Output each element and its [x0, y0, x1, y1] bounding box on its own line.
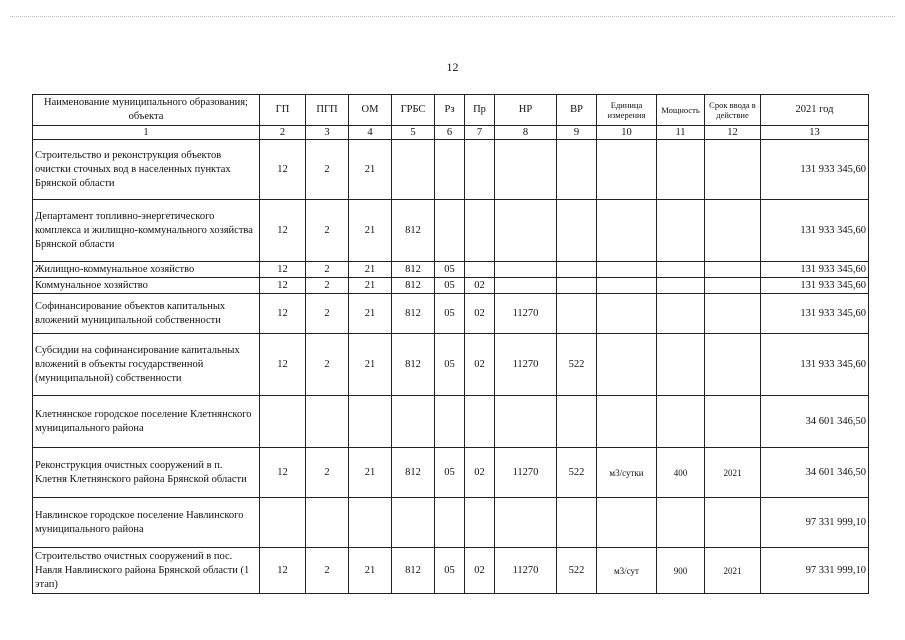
cell-pr	[465, 140, 495, 200]
cell-pgp: 2	[306, 548, 349, 594]
table-row	[33, 140, 869, 200]
cell-om: 21	[349, 262, 392, 278]
cell-pgp: 2	[306, 262, 349, 278]
cell-vr	[557, 396, 597, 448]
cell-om: 21	[349, 334, 392, 396]
cell-rz: 05	[435, 448, 465, 498]
cell-pgp: 2	[306, 294, 349, 334]
cell-vr	[557, 294, 597, 334]
col-number: 6	[435, 126, 465, 140]
table-row	[33, 396, 869, 448]
col-header-vr: ВР	[557, 95, 597, 126]
cell-power	[657, 396, 705, 448]
cell-pgp: 2	[306, 200, 349, 262]
cell-pr	[465, 396, 495, 448]
cell-gp: 12	[260, 334, 306, 396]
cell-unit	[597, 262, 657, 278]
cell-name: Строительство и реконструкция объектов очистки сточных вод в населенных пунктах Брянской области	[33, 140, 260, 200]
cell-gp: 12	[260, 278, 306, 294]
cell-name: Строительство очистных сооружений в пос. Навля Навлинского района Брянской области (1 этап)	[33, 548, 260, 594]
cell-unit	[597, 140, 657, 200]
cell-grbs	[392, 140, 435, 200]
cell-unit	[597, 334, 657, 396]
scan-top-edge	[10, 16, 895, 17]
cell-pgp	[306, 498, 349, 548]
cell-pr	[465, 498, 495, 548]
col-number: 11	[657, 126, 705, 140]
cell-name: Субсидии на софинансирование капитальных вложений в объекты государственной (муниципальной) собственности	[33, 334, 260, 396]
table-row	[33, 448, 869, 498]
cell-rz: 05	[435, 334, 465, 396]
cell-unit: м3/сут	[597, 548, 657, 594]
cell-sum: 131 933 345,60	[761, 262, 869, 278]
cell-name: Жилищно-коммунальное хозяйство	[33, 262, 260, 278]
cell-grbs: 812	[392, 448, 435, 498]
col-number: 10	[597, 126, 657, 140]
table-body	[33, 140, 869, 594]
header-row	[33, 95, 869, 126]
cell-gp: 12	[260, 140, 306, 200]
cell-term	[705, 278, 761, 294]
col-number: 1	[33, 126, 260, 140]
cell-term	[705, 396, 761, 448]
col-header-year: 2021 год	[761, 95, 869, 126]
table-row	[33, 498, 869, 548]
cell-om	[349, 498, 392, 548]
col-number: 2	[260, 126, 306, 140]
cell-power	[657, 278, 705, 294]
col-number: 7	[465, 126, 495, 140]
cell-sum: 97 331 999,10	[761, 548, 869, 594]
cell-rz: 05	[435, 278, 465, 294]
cell-power: 400	[657, 448, 705, 498]
cell-rz: 05	[435, 262, 465, 278]
cell-om: 21	[349, 294, 392, 334]
cell-term	[705, 200, 761, 262]
cell-nr: 11270	[495, 448, 557, 498]
cell-term	[705, 334, 761, 396]
cell-pgp: 2	[306, 278, 349, 294]
cell-power	[657, 262, 705, 278]
cell-gp: 12	[260, 294, 306, 334]
cell-gp: 12	[260, 200, 306, 262]
cell-sum: 131 933 345,60	[761, 140, 869, 200]
cell-om: 21	[349, 548, 392, 594]
column-number-row	[33, 126, 869, 140]
cell-grbs	[392, 396, 435, 448]
table-row	[33, 334, 869, 396]
table-row	[33, 548, 869, 594]
cell-term	[705, 140, 761, 200]
cell-grbs	[392, 498, 435, 548]
table-row	[33, 294, 869, 334]
col-header-unit: Единица измерения	[597, 95, 657, 126]
cell-vr: 522	[557, 448, 597, 498]
cell-sum: 131 933 345,60	[761, 278, 869, 294]
cell-unit	[597, 200, 657, 262]
cell-name: Коммунальное хозяйство	[33, 278, 260, 294]
col-header-om: ОМ	[349, 95, 392, 126]
cell-unit	[597, 498, 657, 548]
cell-vr	[557, 200, 597, 262]
cell-vr	[557, 278, 597, 294]
cell-grbs: 812	[392, 334, 435, 396]
cell-power	[657, 498, 705, 548]
cell-unit: м3/сутки	[597, 448, 657, 498]
cell-sum: 34 601 346,50	[761, 448, 869, 498]
cell-nr	[495, 140, 557, 200]
cell-term: 2021	[705, 548, 761, 594]
cell-unit	[597, 278, 657, 294]
cell-grbs: 812	[392, 200, 435, 262]
cell-gp: 12	[260, 262, 306, 278]
cell-om: 21	[349, 448, 392, 498]
cell-vr: 522	[557, 548, 597, 594]
col-header-nr: НР	[495, 95, 557, 126]
cell-rz: 05	[435, 294, 465, 334]
cell-pr: 02	[465, 448, 495, 498]
cell-gp	[260, 498, 306, 548]
cell-term	[705, 262, 761, 278]
cell-om	[349, 396, 392, 448]
cell-pr: 02	[465, 334, 495, 396]
cell-pgp: 2	[306, 334, 349, 396]
col-number: 9	[557, 126, 597, 140]
col-header-name: Наименование муниципального образования; объекта	[33, 95, 260, 126]
cell-grbs: 812	[392, 278, 435, 294]
table-row	[33, 278, 869, 294]
cell-nr	[495, 200, 557, 262]
cell-grbs: 812	[392, 262, 435, 278]
table-row	[33, 262, 869, 278]
cell-sum: 131 933 345,60	[761, 334, 869, 396]
cell-pr: 02	[465, 294, 495, 334]
cell-rz	[435, 498, 465, 548]
cell-nr	[495, 278, 557, 294]
col-header-gp: ГП	[260, 95, 306, 126]
cell-sum: 34 601 346,50	[761, 396, 869, 448]
col-header-power: Мощность	[657, 95, 705, 126]
cell-grbs: 812	[392, 294, 435, 334]
cell-grbs: 812	[392, 548, 435, 594]
col-header-pr: Пр	[465, 95, 495, 126]
col-header-term: Срок ввода в действие	[705, 95, 761, 126]
col-header-rz: Рз	[435, 95, 465, 126]
cell-power	[657, 140, 705, 200]
cell-sum: 97 331 999,10	[761, 498, 869, 548]
cell-pr: 02	[465, 548, 495, 594]
cell-power	[657, 200, 705, 262]
cell-nr	[495, 262, 557, 278]
cell-gp	[260, 396, 306, 448]
cell-rz	[435, 140, 465, 200]
cell-gp: 12	[260, 548, 306, 594]
col-number: 3	[306, 126, 349, 140]
cell-pr: 02	[465, 278, 495, 294]
col-number: 5	[392, 126, 435, 140]
cell-nr: 11270	[495, 334, 557, 396]
cell-pgp: 2	[306, 448, 349, 498]
cell-om: 21	[349, 200, 392, 262]
cell-sum: 131 933 345,60	[761, 200, 869, 262]
cell-vr	[557, 140, 597, 200]
cell-rz	[435, 396, 465, 448]
cell-vr: 522	[557, 334, 597, 396]
cell-name: Навлинское городское поселение Навлинского муниципального района	[33, 498, 260, 548]
cell-name: Департамент топливно-энергетического комплекса и жилищно-коммунального хозяйства Брянской области	[33, 200, 260, 262]
cell-nr: 11270	[495, 548, 557, 594]
budget-table	[32, 94, 869, 594]
col-number: 12	[705, 126, 761, 140]
col-header-pgp: ПГП	[306, 95, 349, 126]
cell-pgp: 2	[306, 140, 349, 200]
cell-term: 2021	[705, 448, 761, 498]
col-number: 13	[761, 126, 869, 140]
cell-om: 21	[349, 278, 392, 294]
cell-pr	[465, 200, 495, 262]
cell-term	[705, 294, 761, 334]
cell-pgp	[306, 396, 349, 448]
page-number: 12	[446, 60, 459, 74]
cell-nr	[495, 498, 557, 548]
col-header-grbs: ГРБС	[392, 95, 435, 126]
cell-nr	[495, 396, 557, 448]
cell-rz	[435, 200, 465, 262]
cell-unit	[597, 396, 657, 448]
cell-nr: 11270	[495, 294, 557, 334]
cell-name: Клетнянское городское поселение Клетнянского муниципального района	[33, 396, 260, 448]
cell-gp: 12	[260, 448, 306, 498]
col-number: 8	[495, 126, 557, 140]
cell-power: 900	[657, 548, 705, 594]
table-row	[33, 200, 869, 262]
cell-pr	[465, 262, 495, 278]
cell-power	[657, 294, 705, 334]
cell-rz: 05	[435, 548, 465, 594]
cell-name: Софинансирование объектов капитальных вложений муниципальной собственности	[33, 294, 260, 334]
cell-name: Реконструкция очистных сооружений в п. Клетня Клетнянского района Брянской области	[33, 448, 260, 498]
cell-vr	[557, 262, 597, 278]
cell-vr	[557, 498, 597, 548]
cell-sum: 131 933 345,60	[761, 294, 869, 334]
cell-term	[705, 498, 761, 548]
cell-om: 21	[349, 140, 392, 200]
col-number: 4	[349, 126, 392, 140]
cell-unit	[597, 294, 657, 334]
cell-power	[657, 334, 705, 396]
